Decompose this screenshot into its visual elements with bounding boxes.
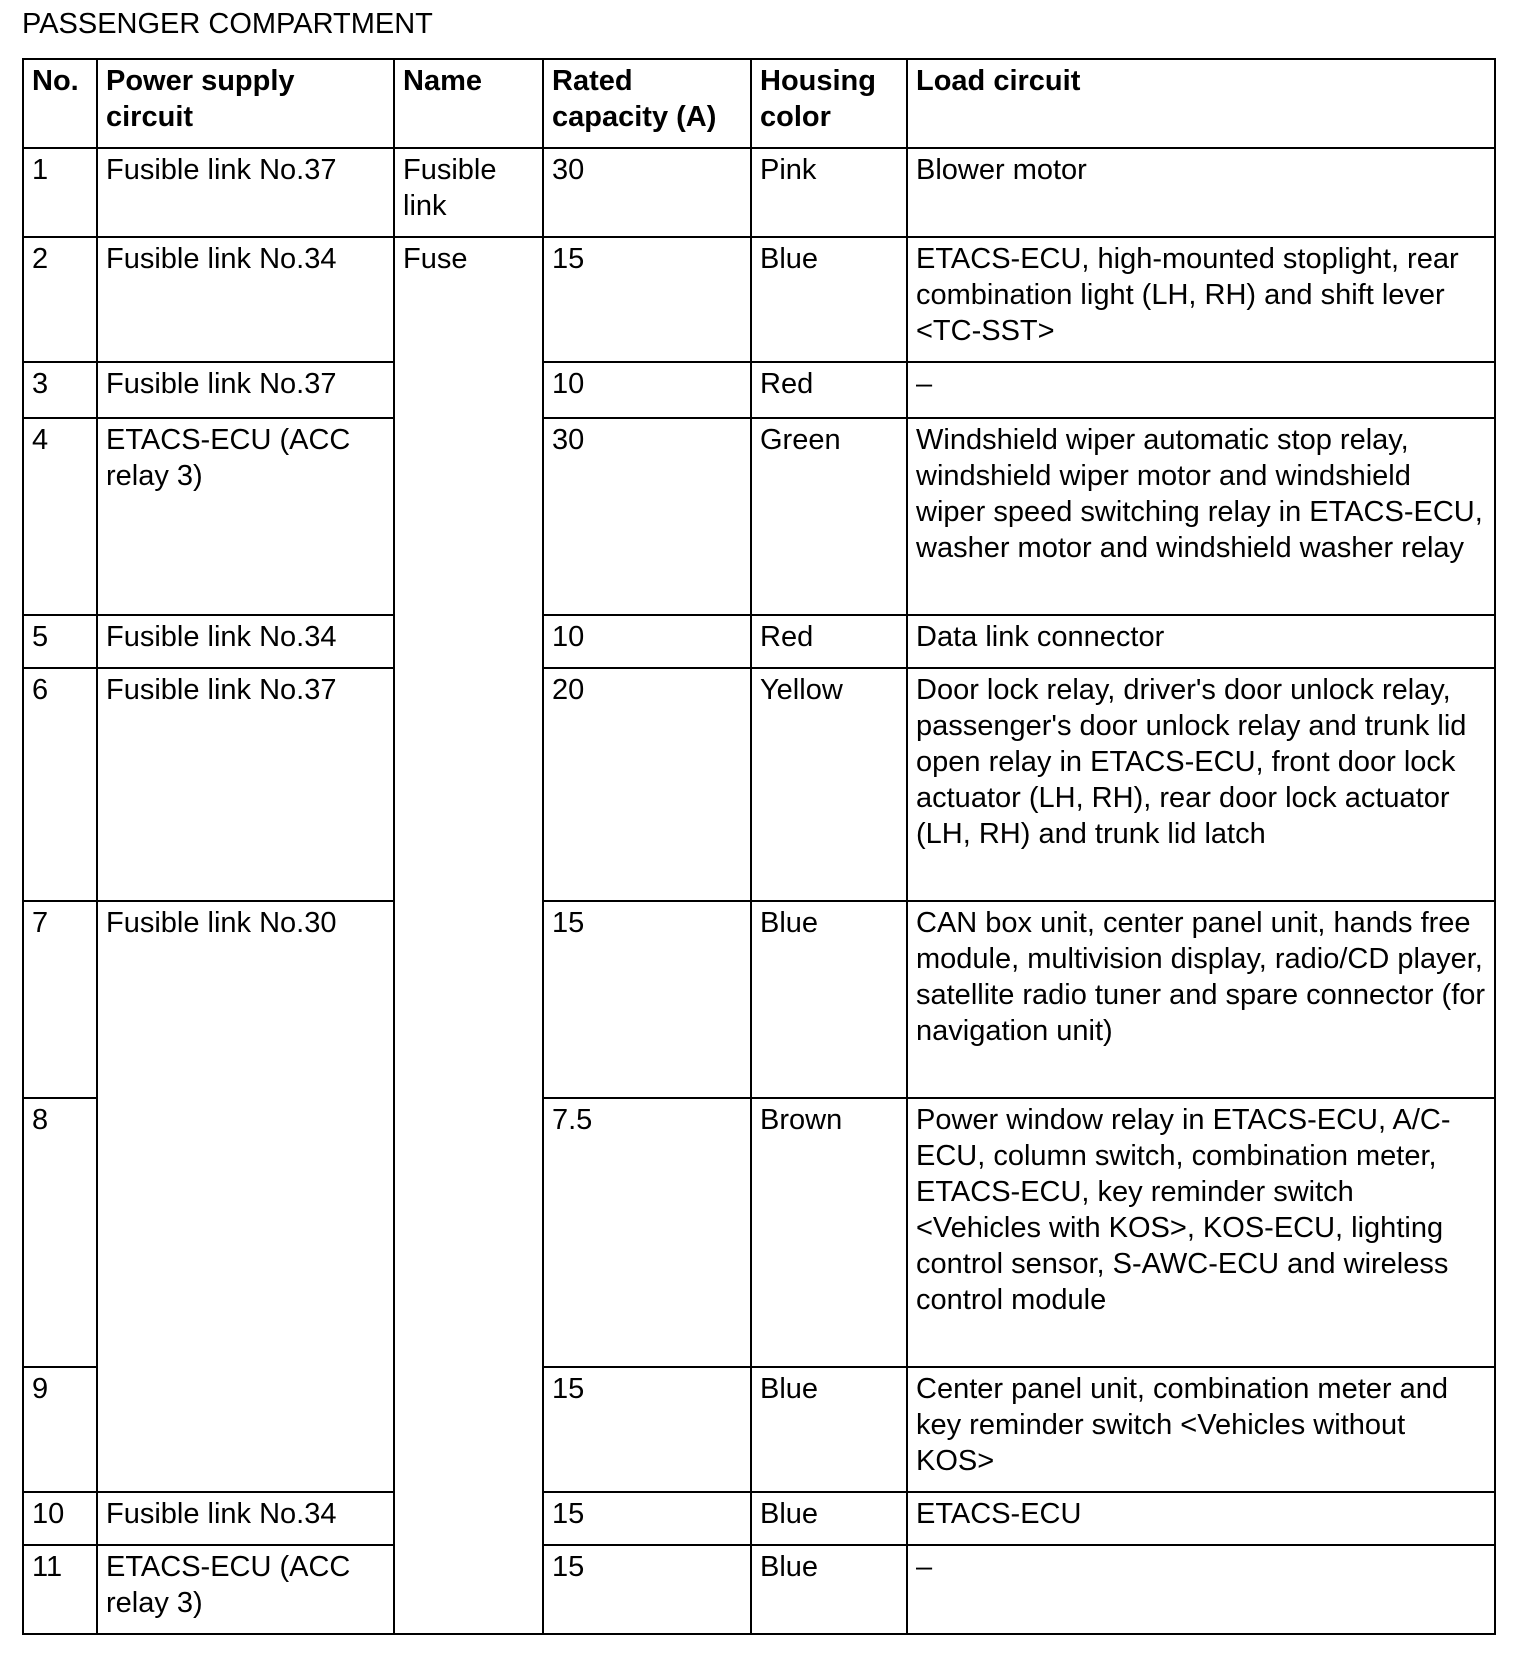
cell-power-supply: Fusible link No.37 xyxy=(97,668,394,901)
cell-load-circuit: CAN box unit, center panel unit, hands free module, multivision display, radio/CD player, satellite radio tuner and spare connector (for navigation unit) xyxy=(907,901,1495,1098)
table-row xyxy=(23,237,1495,362)
cell-load-circuit: Data link connector xyxy=(907,615,1495,668)
table-row xyxy=(23,362,1495,418)
cell-rated-capacity: 15 xyxy=(543,237,751,362)
fuse-table xyxy=(22,58,1496,1635)
cell-housing-color: Blue xyxy=(751,1545,907,1634)
cell-no: 11 xyxy=(23,1545,97,1634)
cell-load-circuit: – xyxy=(907,1545,1495,1634)
header-load-circuit: Load circuit xyxy=(907,59,1495,148)
cell-rated-capacity: 15 xyxy=(543,1492,751,1545)
cell-housing-color: Green xyxy=(751,418,907,615)
cell-no: 6 xyxy=(23,668,97,901)
cell-no: 5 xyxy=(23,615,97,668)
cell-name: Fusible link xyxy=(394,148,543,237)
cell-load-circuit: Blower motor xyxy=(907,148,1495,237)
cell-power-supply: Fusible link No.30 xyxy=(97,901,394,1492)
cell-rated-capacity: 10 xyxy=(543,362,751,418)
cell-power-supply: Fusible link No.34 xyxy=(97,615,394,668)
cell-rated-capacity: 30 xyxy=(543,148,751,237)
cell-housing-color: Blue xyxy=(751,1367,907,1492)
cell-housing-color: Brown xyxy=(751,1098,907,1367)
cell-housing-color: Blue xyxy=(751,901,907,1098)
cell-no: 10 xyxy=(23,1492,97,1545)
cell-no: 8 xyxy=(23,1098,97,1367)
cell-housing-color: Blue xyxy=(751,237,907,362)
table-row xyxy=(23,1492,1495,1545)
cell-no: 3 xyxy=(23,362,97,418)
cell-load-circuit: Windshield wiper automatic stop relay, windshield wiper motor and windshield wiper speed switching relay in ETACS-ECU, washer motor and windshield washer relay xyxy=(907,418,1495,615)
cell-name: Fuse xyxy=(394,237,543,1634)
cell-power-supply: Fusible link No.37 xyxy=(97,148,394,237)
cell-power-supply: Fusible link No.34 xyxy=(97,1492,394,1545)
cell-rated-capacity: 15 xyxy=(543,1367,751,1492)
cell-rated-capacity: 15 xyxy=(543,901,751,1098)
table-row xyxy=(23,615,1495,668)
page-title: PASSENGER COMPARTMENT xyxy=(22,8,433,40)
cell-housing-color: Yellow xyxy=(751,668,907,901)
cell-housing-color: Blue xyxy=(751,1492,907,1545)
cell-rated-capacity: 7.5 xyxy=(543,1098,751,1367)
cell-load-circuit: ETACS-ECU xyxy=(907,1492,1495,1545)
table-row xyxy=(23,418,1495,615)
cell-load-circuit: – xyxy=(907,362,1495,418)
cell-power-supply: Fusible link No.34 xyxy=(97,237,394,362)
cell-load-circuit: Power window relay in ETACS-ECU, A/C-ECU, column switch, combination meter, ETACS-ECU, key reminder switch <Vehicles with KOS>, KOS-ECU, lighting control sensor, S-AWC-ECU and wireless control module xyxy=(907,1098,1495,1367)
header-rated-capacity: Rated capacity (A) xyxy=(543,59,751,148)
cell-housing-color: Red xyxy=(751,362,907,418)
cell-no: 9 xyxy=(23,1367,97,1492)
cell-rated-capacity: 15 xyxy=(543,1545,751,1634)
cell-rated-capacity: 10 xyxy=(543,615,751,668)
table-header-row xyxy=(23,59,1495,148)
table-row xyxy=(23,1545,1495,1634)
table-row xyxy=(23,901,1495,1098)
cell-power-supply: ETACS-ECU (ACC relay 3) xyxy=(97,418,394,615)
cell-power-supply: ETACS-ECU (ACC relay 3) xyxy=(97,1545,394,1634)
header-housing-color: Housing color xyxy=(751,59,907,148)
header-power-supply-circuit: Power supply circuit xyxy=(97,59,394,148)
cell-no: 7 xyxy=(23,901,97,1098)
cell-load-circuit: ETACS-ECU, high-mounted stoplight, rear combination light (LH, RH) and shift lever <TC-SST> xyxy=(907,237,1495,362)
table-row xyxy=(23,148,1495,237)
cell-load-circuit: Center panel unit, combination meter and key reminder switch <Vehicles without KOS> xyxy=(907,1367,1495,1492)
cell-housing-color: Red xyxy=(751,615,907,668)
cell-rated-capacity: 20 xyxy=(543,668,751,901)
cell-no: 4 xyxy=(23,418,97,615)
table-row xyxy=(23,668,1495,901)
header-name: Name xyxy=(394,59,543,148)
cell-housing-color: Pink xyxy=(751,148,907,237)
header-no: No. xyxy=(23,59,97,148)
cell-load-circuit: Door lock relay, driver's door unlock relay, passenger's door unlock relay and trunk lid open relay in ETACS-ECU, front door lock actuator (LH, RH), rear door lock actuator (LH, RH) and trunk lid latch xyxy=(907,668,1495,901)
cell-power-supply: Fusible link No.37 xyxy=(97,362,394,418)
cell-rated-capacity: 30 xyxy=(543,418,751,615)
cell-no: 2 xyxy=(23,237,97,362)
cell-no: 1 xyxy=(23,148,97,237)
